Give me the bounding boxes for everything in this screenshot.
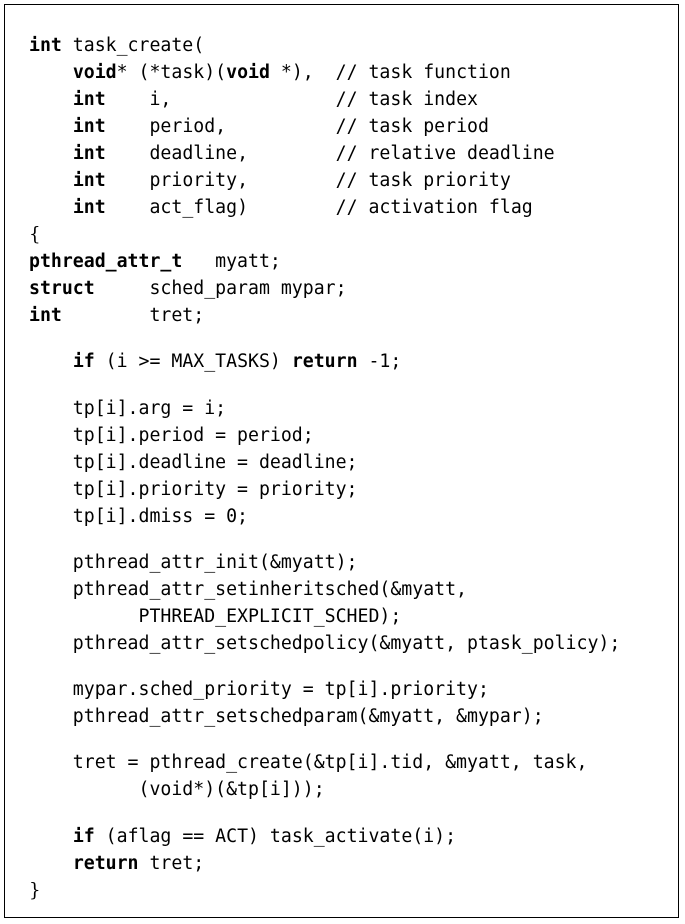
keyword: pthread_attr_t bbox=[29, 251, 183, 272]
code-line bbox=[29, 275, 620, 302]
code-text bbox=[29, 351, 73, 372]
keyword: int bbox=[29, 305, 62, 326]
code-line bbox=[29, 422, 620, 449]
blank-line bbox=[29, 730, 620, 749]
code-text bbox=[29, 89, 73, 110]
code-line bbox=[29, 248, 620, 275]
code-text: { bbox=[29, 224, 41, 245]
code-line bbox=[29, 576, 620, 603]
code-text: tp[i].period = period; bbox=[29, 424, 314, 446]
code-line bbox=[29, 302, 620, 329]
code-line bbox=[29, 449, 620, 476]
code-line bbox=[29, 348, 620, 375]
code-text: tret; bbox=[61, 305, 205, 326]
keyword: int bbox=[72, 197, 106, 218]
code-line bbox=[29, 395, 620, 422]
keyword: void bbox=[226, 62, 270, 83]
blank-line bbox=[29, 530, 620, 549]
code-text: tret = pthread_create(&tp[i].tid, &myatt, task, bbox=[29, 752, 588, 774]
code-text: } bbox=[29, 879, 41, 901]
code-line bbox=[29, 503, 620, 530]
keyword: int bbox=[29, 35, 62, 56]
code-text bbox=[29, 116, 73, 137]
code-text: priority, // task priority bbox=[105, 170, 511, 191]
code-line bbox=[29, 113, 620, 140]
code-line bbox=[29, 221, 620, 248]
code-line bbox=[29, 86, 620, 113]
keyword: if bbox=[72, 351, 95, 373]
code-text: tp[i].deadline = deadline; bbox=[29, 451, 358, 473]
keyword: return bbox=[72, 852, 139, 874]
code-line bbox=[29, 476, 620, 503]
code-text bbox=[29, 62, 73, 83]
code-line bbox=[29, 194, 620, 221]
code-line bbox=[29, 850, 620, 877]
blank-line bbox=[29, 803, 620, 822]
code-line bbox=[29, 140, 620, 167]
code-line bbox=[29, 32, 620, 59]
code-line bbox=[29, 877, 620, 904]
code-text: tp[i].dmiss = 0; bbox=[29, 505, 248, 527]
blank-line bbox=[29, 657, 620, 676]
code-text: pthread_attr_init(&myatt); bbox=[29, 551, 358, 573]
code-line bbox=[29, 603, 620, 630]
keyword: int bbox=[72, 170, 106, 191]
keyword: return bbox=[291, 351, 358, 373]
code-text: mypar.sched_priority = tp[i].priority; bbox=[29, 679, 489, 701]
code-text bbox=[29, 170, 73, 191]
code-line bbox=[29, 703, 620, 730]
blank-line bbox=[29, 375, 620, 394]
code-text bbox=[29, 197, 73, 218]
code-text bbox=[29, 826, 73, 847]
code-text: -1; bbox=[357, 351, 402, 373]
code-text: pthread_attr_setschedpolicy(&myatt, ptask_policy); bbox=[29, 632, 621, 654]
code-line bbox=[29, 776, 620, 803]
code-listing bbox=[29, 32, 620, 904]
code-text: sched_param mypar; bbox=[94, 278, 347, 299]
code-text bbox=[29, 853, 73, 874]
code-text: * (*task)( bbox=[116, 62, 227, 83]
keyword: int bbox=[72, 116, 106, 137]
code-text: myatt; bbox=[182, 251, 281, 272]
keyword: if bbox=[72, 825, 95, 847]
keyword: struct bbox=[29, 278, 95, 299]
blank-line bbox=[29, 329, 620, 348]
code-text: pthread_attr_setschedparam(&myatt, &mypar); bbox=[29, 706, 544, 728]
code-text: act_flag) // activation flag bbox=[105, 197, 533, 218]
code-text bbox=[29, 143, 73, 164]
code-line bbox=[29, 59, 620, 86]
code-line bbox=[29, 749, 620, 776]
code-line bbox=[29, 549, 620, 576]
code-line bbox=[29, 630, 620, 657]
keyword: int bbox=[72, 143, 106, 164]
code-line bbox=[29, 823, 620, 850]
code-text: task_create( bbox=[61, 35, 205, 56]
code-text: (aflag == ACT) task_activate(i); bbox=[94, 825, 457, 847]
code-text: (void*)(&tp[i])); bbox=[29, 779, 325, 801]
keyword: int bbox=[72, 89, 106, 110]
code-text: tp[i].arg = i; bbox=[29, 397, 227, 419]
code-text: (i >= MAX_TASKS) bbox=[94, 351, 292, 373]
code-text: PTHREAD_EXPLICIT_SCHED); bbox=[29, 605, 402, 627]
keyword: void bbox=[72, 62, 117, 83]
code-text: i, // task index bbox=[105, 89, 478, 110]
code-text: tret; bbox=[138, 852, 205, 874]
code-text: tp[i].priority = priority; bbox=[29, 478, 358, 500]
code-text: *), // task function bbox=[269, 62, 511, 83]
code-text: deadline, // relative deadline bbox=[105, 143, 555, 164]
code-listing-frame bbox=[4, 4, 679, 918]
code-line bbox=[29, 167, 620, 194]
code-text: period, // task period bbox=[105, 116, 489, 137]
code-line bbox=[29, 676, 620, 703]
code-text: pthread_attr_setinheritsched(&myatt, bbox=[29, 578, 467, 600]
